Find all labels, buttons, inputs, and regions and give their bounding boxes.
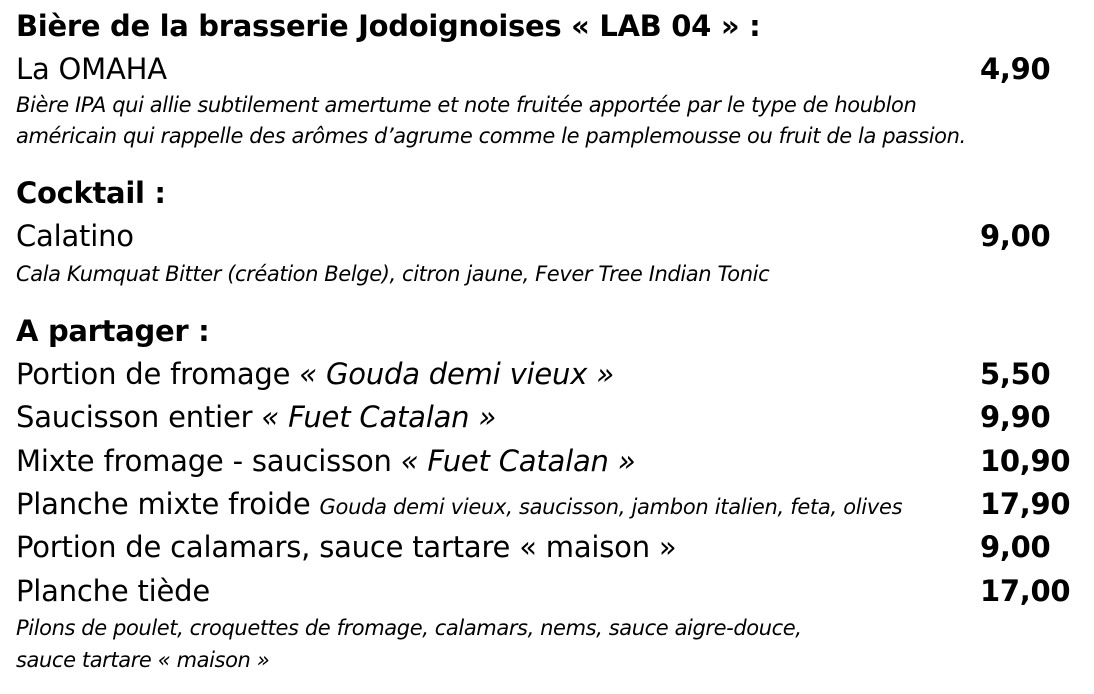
menu-item-price: 9,90 bbox=[980, 400, 1051, 434]
menu-item-description: Pilons de poulet, croquettes de fromage, calamars, nems, sauce aigre-douce, bbox=[16, 616, 802, 640]
menu-item-price: 4,90 bbox=[980, 52, 1051, 86]
menu-item-description: américain qui rappelle des arômes d’agrume comme le pamplemousse ou fruit de la passion. bbox=[16, 124, 966, 148]
menu-item-inline-description: Gouda demi vieux, saucisson, jambon italien, feta, olives bbox=[319, 495, 903, 519]
section-heading-cocktail: Cocktail : bbox=[16, 176, 166, 210]
menu-item-price: 17,90 bbox=[980, 487, 1071, 521]
menu-item-name: Mixte fromage - saucisson « Fuet Catalan » bbox=[16, 444, 636, 478]
menu-item-name: La OMAHA bbox=[16, 52, 167, 86]
section-heading-sharing: A partager : bbox=[16, 314, 210, 348]
menu-item-name: Saucisson entier « Fuet Catalan » bbox=[16, 400, 497, 434]
menu-item-name: Portion de fromage « Gouda demi vieux » bbox=[16, 357, 614, 391]
menu-item-description: Bière IPA qui allie subtilement amertume et note fruitée apportée par le type de houblon bbox=[16, 93, 917, 117]
menu-item-price: 10,90 bbox=[980, 444, 1071, 478]
menu-item-name: Portion de calamars, sauce tartare « maison » bbox=[16, 530, 677, 564]
menu-item-price: 9,00 bbox=[980, 530, 1051, 564]
menu-item-price: 17,00 bbox=[980, 574, 1071, 608]
menu-item-name: Planche mixte froide Gouda demi vieux, saucisson, jambon italien, feta, olives bbox=[16, 487, 903, 521]
menu-item-description: sauce tartare « maison » bbox=[16, 648, 270, 672]
section-heading-beer: Bière de la brasserie Jodoignoises « LAB 04 » : bbox=[16, 9, 761, 43]
menu-item-price: 9,00 bbox=[980, 219, 1051, 253]
menu-item-price: 5,50 bbox=[980, 357, 1051, 391]
menu-item-description: Cala Kumquat Bitter (création Belge), citron jaune, Fever Tree Indian Tonic bbox=[16, 262, 770, 286]
menu-item-name: Planche tiède bbox=[16, 574, 210, 608]
menu-item-name: Calatino bbox=[16, 219, 134, 253]
